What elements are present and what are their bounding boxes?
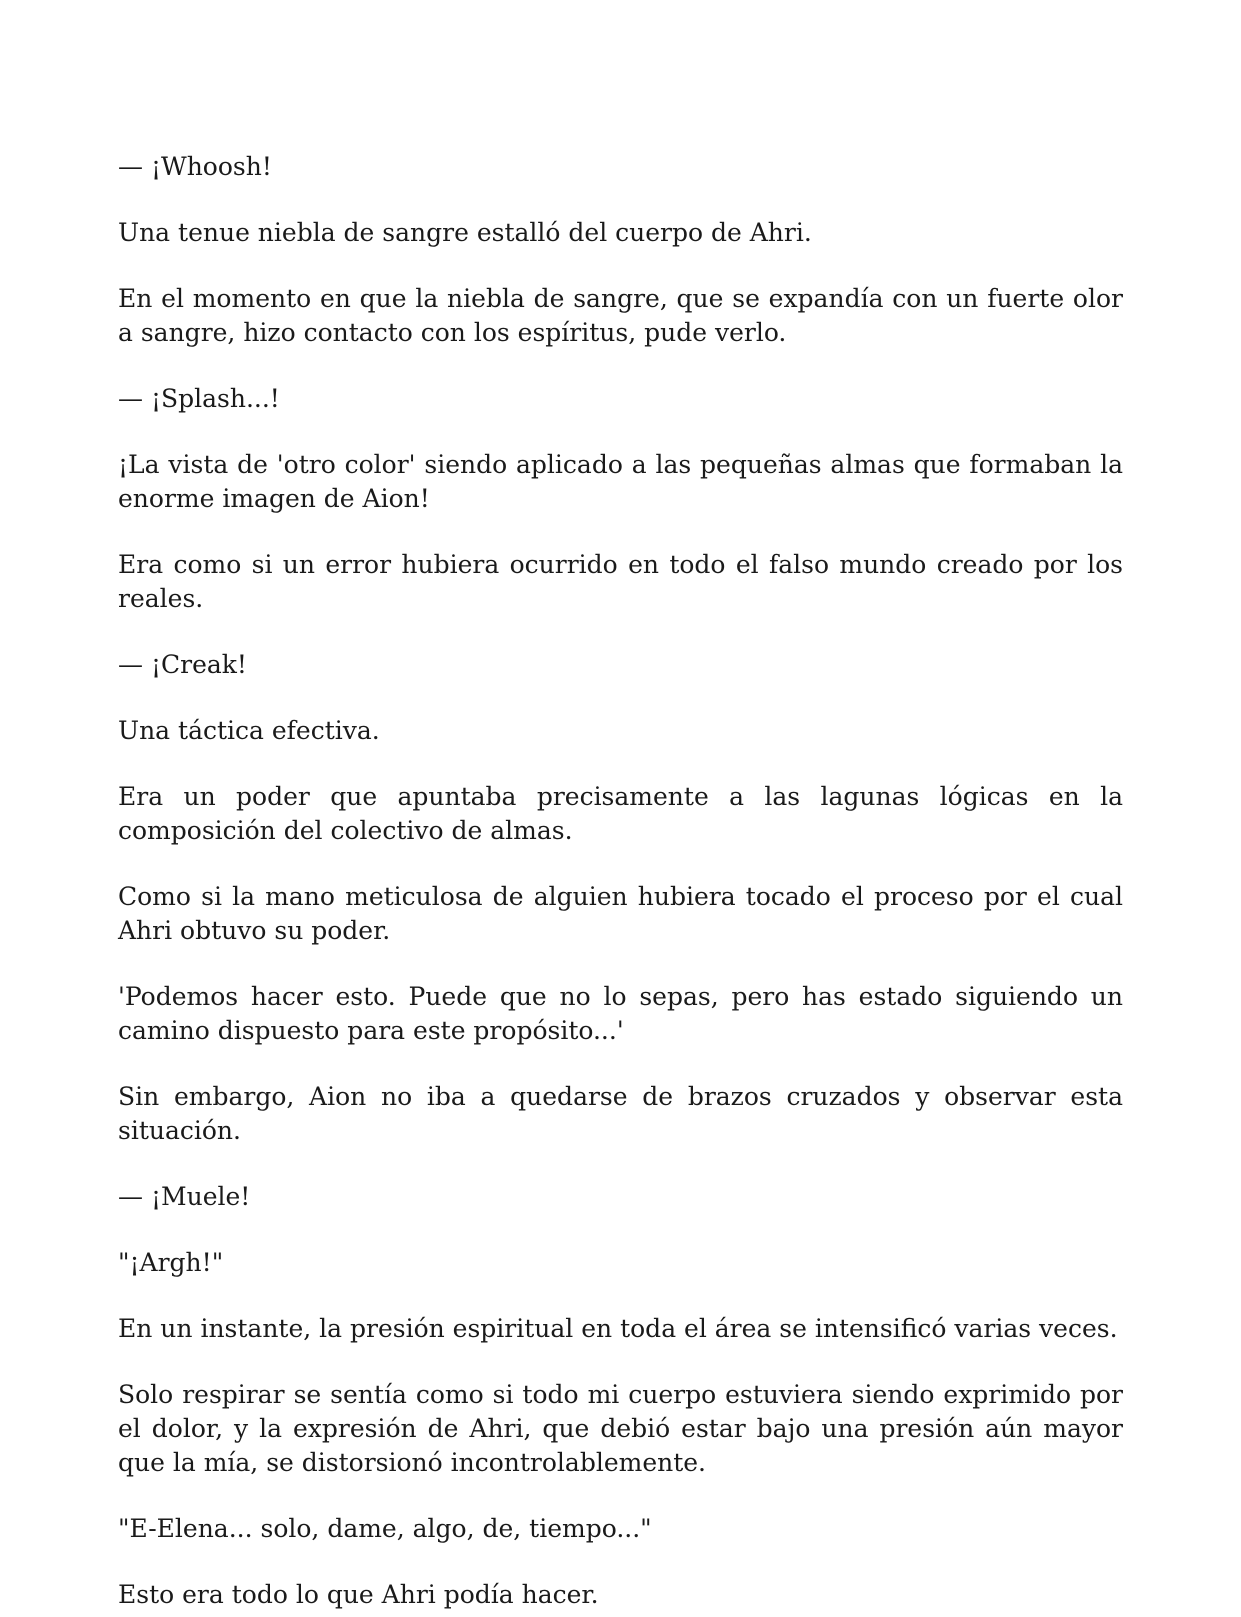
paragraph-14: "¡Argh!"	[118, 1248, 224, 1277]
paragraph-16: Solo respirar se sentía como si todo mi cuerpo estuviera siendo exprimido por el dolor, y la expresión de Ahri, que debió estar bajo una presión aún mayor que la mía, se distorsionó incontrolablemente.	[118, 1380, 1123, 1477]
paragraph-9: Era un poder que apuntaba precisamente a las lagunas lógicas en la composición del colectivo de almas.	[118, 782, 1123, 845]
paragraph-6: Era como si un error hubiera ocurrido en todo el falso mundo creado por los reales.	[118, 550, 1123, 613]
paragraph-18: Esto era todo lo que Ahri podía hacer.	[118, 1580, 599, 1609]
paragraph-11: 'Podemos hacer esto. Puede que no lo sepas, pero has estado siguiendo un camino dispuesto para este propósito...'	[118, 982, 1123, 1045]
paragraph-7: — ¡Creak!	[118, 650, 247, 679]
paragraph-10: Como si la mano meticulosa de alguien hubiera tocado el proceso por el cual Ahri obtuvo su poder.	[118, 882, 1123, 945]
paragraph-15: En un instante, la presión espiritual en toda el área se intensificó varias veces.	[118, 1314, 1118, 1343]
paragraph-1: — ¡Whoosh!	[118, 152, 272, 181]
paragraph-12: Sin embargo, Aion no iba a quedarse de brazos cruzados y observar esta situación.	[118, 1082, 1123, 1145]
paragraph-13: — ¡Muele!	[118, 1182, 251, 1211]
paragraph-8: Una táctica efectiva.	[118, 716, 380, 745]
paragraph-17: "E-Elena... solo, dame, algo, de, tiempo..."	[118, 1514, 652, 1543]
paragraph-5: ¡La vista de 'otro color' siendo aplicado a las pequeñas almas que formaban la enorme imagen de Aion!	[118, 450, 1123, 513]
paragraph-3: En el momento en que la niebla de sangre, que se expandía con un fuerte olor a sangre, hizo contacto con los espíritus, pude verlo.	[118, 284, 1123, 347]
document-text	[118, 150, 1123, 1617]
paragraph-4: — ¡Splash...!	[118, 384, 280, 413]
paragraph-2: Una tenue niebla de sangre estalló del cuerpo de Ahri.	[118, 218, 812, 247]
